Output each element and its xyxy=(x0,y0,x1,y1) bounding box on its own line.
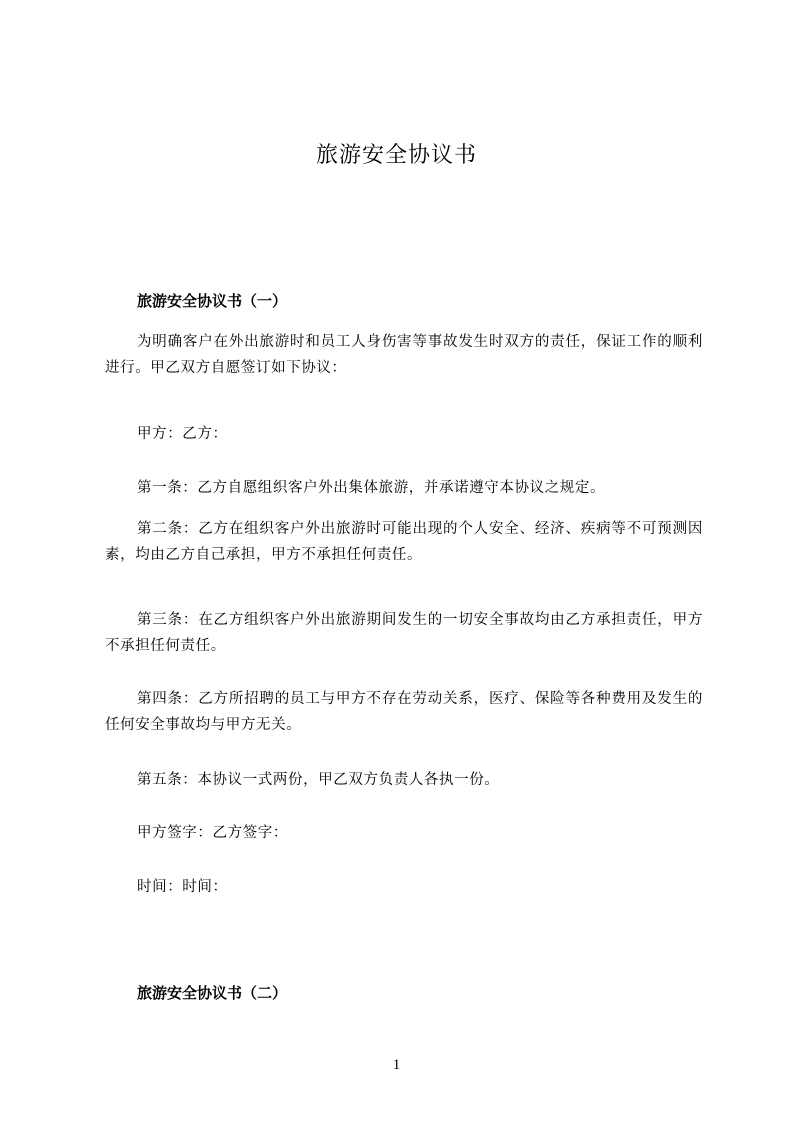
paragraph-article-1: 第一条：乙方自愿组织客户外出集体旅游，并承诺遵守本协议之规定。 xyxy=(137,480,606,496)
paragraph-article-4: 第四条：乙方所招聘的员工与甲方不存在劳动关系，医疗、保险等各种费用及发生的任何安全事故均与甲方无关。 xyxy=(105,691,703,733)
section-heading-1: 旅游安全协议书（一） xyxy=(137,292,288,310)
paragraph-intro: 为明确客户在外出旅游时和员工人身伤害等事故发生时双方的责任，保证工作的顺利进行。甲乙双方自愿签订如下协议： xyxy=(105,334,703,376)
page-number: 1 xyxy=(392,1057,401,1073)
paragraph-article-3: 第三条：在乙方组织客户外出旅游期间发生的一切安全事故均由乙方承担责任，甲方不承担任何责任。 xyxy=(105,612,703,654)
paragraph-article-5: 第五条：本协议一式两份，甲乙双方负责人各执一份。 xyxy=(137,772,500,788)
paragraph-signatures: 甲方签字：乙方签字： xyxy=(137,825,288,841)
paragraph-dates: 时间：时间： xyxy=(137,879,228,895)
section-heading-2: 旅游安全协议书（二） xyxy=(137,984,288,1002)
paragraph-parties: 甲方：乙方： xyxy=(137,426,228,442)
document-title: 旅游安全协议书 xyxy=(315,143,477,168)
paragraph-article-2: 第二条：乙方在组织客户外出旅游时可能出现的个人安全、经济、疾病等不可预测因素，均由乙方自己承担，甲方不承担任何责任。 xyxy=(105,521,703,563)
